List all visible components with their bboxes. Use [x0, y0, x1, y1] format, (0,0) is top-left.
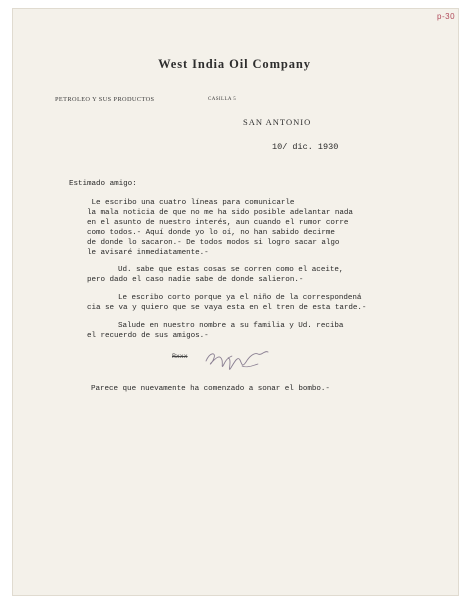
- paragraph-3-line-1: Le escribo corto porque ya el niño de la correspondená: [118, 294, 362, 302]
- letter-date: 10/ dic. 1930: [272, 142, 339, 152]
- paragraph-2-line-1: Ud. sabe que estas cosas se corren como el aceite,: [118, 266, 344, 274]
- paragraph-3-line-2: cia se va y quiero que se vaya esta en el tren de esta tarde.-: [87, 304, 367, 312]
- paragraph-1-line-2: la mala noticia de que no me ha sido posible adelantar nada: [87, 209, 353, 217]
- salutation: Estimado amigo:: [69, 180, 137, 188]
- struck-typed-name: Rxxx: [172, 353, 188, 360]
- paragraph-1-line-6: le avisaré inmediatamente.-: [87, 249, 209, 257]
- paragraph-2-line-2: pero dado el caso nadie sabe de donde salieron.-: [87, 276, 304, 284]
- company-name-text: West India Oil Company: [158, 57, 311, 71]
- letterhead-products: PETROLEO Y SUS PRODUCTOS: [55, 96, 155, 103]
- letterhead-box: CASILLA 5: [208, 97, 237, 102]
- postscript: Parece que nuevamente ha comenzado a sonar el bombo.-: [91, 385, 330, 393]
- paragraph-1-line-3: en el asunto de nuestro interés, aun cuando el rumor corre: [87, 219, 349, 227]
- paragraph-1-line-4: como todos.- Aquí donde yo lo oí, no han sabido decirme: [87, 229, 335, 237]
- archive-page-mark: p-30: [437, 12, 456, 21]
- letterhead-city: SAN ANTONIO: [243, 117, 312, 127]
- signature-block: [172, 346, 292, 376]
- paragraph-4-line-1: Salude en nuestro nombre a su familia y Ud. reciba: [118, 322, 344, 330]
- paragraph-4-line-2: el recuerdo de sus amigos.-: [87, 332, 209, 340]
- letterhead-company-name: [0, 57, 463, 72]
- paragraph-1-line-1: Le escribo una cuatro líneas para comunicarle: [69, 199, 295, 207]
- paragraph-1-line-5: de donde lo sacaron.- De todos modos si logro sacar algo: [87, 239, 340, 247]
- handwritten-signature: [172, 346, 292, 376]
